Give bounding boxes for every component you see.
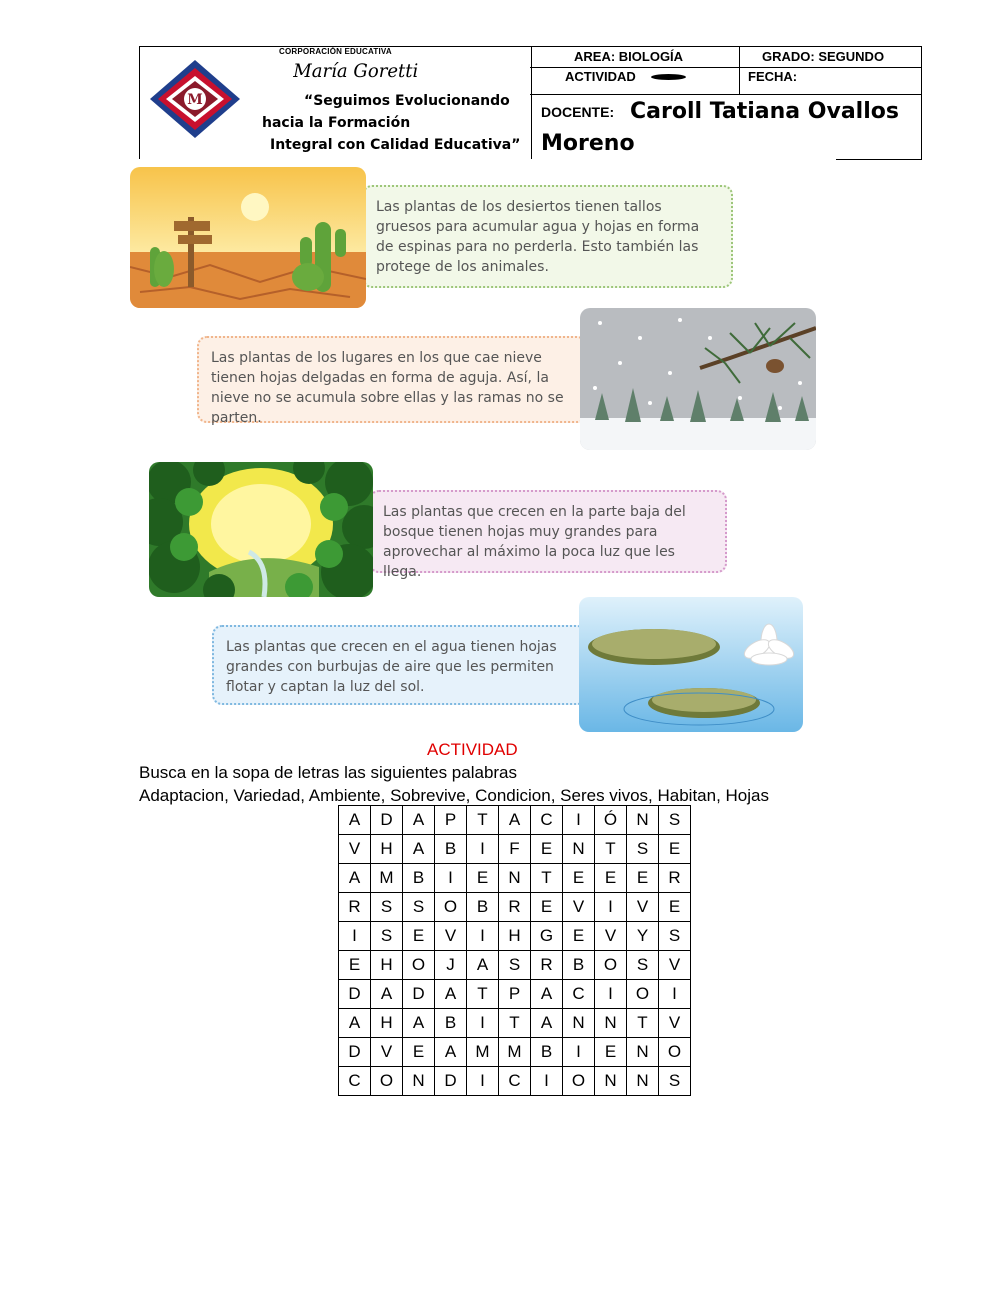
grid-cell[interactable]: S (659, 1067, 691, 1096)
grid-row (339, 1038, 691, 1067)
grid-cell[interactable]: B (467, 893, 499, 922)
grid-cell[interactable]: I (563, 806, 595, 835)
grid-cell[interactable]: S (627, 951, 659, 980)
grid-cell[interactable]: S (371, 893, 403, 922)
teacher-label: DOCENTE: (541, 104, 615, 120)
grid-cell[interactable]: T (467, 980, 499, 1009)
grid-cell[interactable]: I (467, 1009, 499, 1038)
grid-cell[interactable]: T (499, 1009, 531, 1038)
teacher-name-line-2: Moreno (541, 131, 635, 156)
grid-cell[interactable]: I (531, 1067, 563, 1096)
grid-cell[interactable]: V (659, 1009, 691, 1038)
grid-cell[interactable]: C (563, 980, 595, 1009)
grid-cell[interactable]: V (627, 893, 659, 922)
grid-cell[interactable]: E (659, 835, 691, 864)
grid-cell[interactable]: I (435, 864, 467, 893)
school-logo (148, 58, 242, 140)
grid-cell[interactable]: E (563, 922, 595, 951)
grid-cell[interactable]: S (371, 922, 403, 951)
grid-cell[interactable]: E (403, 1038, 435, 1067)
grid-cell[interactable]: O (435, 893, 467, 922)
grid-cell[interactable]: T (467, 806, 499, 835)
grid-cell[interactable]: N (563, 835, 595, 864)
grid-cell[interactable]: S (627, 835, 659, 864)
grid-row (339, 835, 691, 864)
grid-cell[interactable]: I (595, 893, 627, 922)
grid-cell[interactable]: N (563, 1009, 595, 1038)
header-row-line (530, 94, 922, 95)
snow-image (580, 308, 816, 450)
grid-cell[interactable]: O (659, 1038, 691, 1067)
grid-cell[interactable]: V (563, 893, 595, 922)
word-search-grid (338, 805, 691, 1096)
date-label: FECHA: (748, 69, 798, 84)
grid-cell[interactable]: N (627, 1067, 659, 1096)
grid-cell[interactable]: I (467, 1067, 499, 1096)
grid-cell[interactable]: E (531, 893, 563, 922)
grid-cell[interactable]: A (467, 951, 499, 980)
grid-cell[interactable]: N (499, 864, 531, 893)
grid-cell[interactable]: J (435, 951, 467, 980)
grid-cell[interactable]: I (563, 1038, 595, 1067)
grid-cell[interactable]: M (371, 864, 403, 893)
grid-cell[interactable]: F (499, 835, 531, 864)
grid-cell[interactable]: R (499, 893, 531, 922)
forest-plants-text: Las plantas que crecen en la parte baja del bosque tienen hojas muy grandes para aprovechar al máximo la poca luz que les llega. (369, 490, 727, 573)
grid-cell[interactable]: H (371, 1009, 403, 1038)
grid-cell[interactable]: T (595, 835, 627, 864)
grid-cell[interactable]: H (499, 922, 531, 951)
grid-row (339, 893, 691, 922)
grid-cell[interactable]: A (339, 864, 371, 893)
grid-row (339, 980, 691, 1009)
area-label: AREA: BIOLOGÍA (574, 49, 684, 64)
grid-cell[interactable]: E (563, 864, 595, 893)
grid-cell[interactable]: A (531, 980, 563, 1009)
grid-cell[interactable]: E (403, 922, 435, 951)
grid-cell[interactable]: N (595, 1009, 627, 1038)
grid-cell[interactable]: D (371, 806, 403, 835)
water-image (579, 597, 803, 732)
grid-cell[interactable]: A (371, 980, 403, 1009)
school-name: María Goretti (293, 60, 419, 82)
activity-title: ACTIVIDAD (427, 740, 518, 759)
motto-line-1: “Seguimos Evolucionando (304, 93, 510, 109)
grid-cell[interactable]: E (531, 835, 563, 864)
grid-cell[interactable]: V (595, 922, 627, 951)
header-mid-divider (739, 46, 740, 95)
grid-row (339, 922, 691, 951)
grid-row (339, 951, 691, 980)
grid-cell[interactable]: R (339, 893, 371, 922)
motto-line-3: Integral con Calidad Educativa” (270, 137, 521, 153)
grid-cell[interactable]: A (435, 980, 467, 1009)
grid-cell[interactable]: O (595, 951, 627, 980)
grid-cell[interactable]: E (595, 864, 627, 893)
activity-dash-mark (651, 74, 686, 80)
grid-cell[interactable]: O (627, 980, 659, 1009)
header-bottom-line (836, 159, 922, 160)
water-plants-text: Las plantas que crecen en el agua tienen hojas grandes con burbujas de aire que les permiten flotar y captan la luz del sol. (212, 625, 587, 705)
grid-cell[interactable]: M (499, 1038, 531, 1067)
grid-cell[interactable]: Ó (595, 806, 627, 835)
grid-cell[interactable]: V (371, 1038, 403, 1067)
corporation-label: CORPORACIÓN EDUCATIVA (279, 47, 392, 56)
header-row-line (530, 67, 922, 68)
grid-cell[interactable]: E (467, 864, 499, 893)
grid-cell[interactable]: A (403, 835, 435, 864)
grid-cell[interactable]: B (435, 1009, 467, 1038)
grid-cell[interactable]: S (659, 806, 691, 835)
grid-cell[interactable]: I (467, 835, 499, 864)
grid-cell[interactable]: N (595, 1067, 627, 1096)
grid-cell[interactable]: G (531, 922, 563, 951)
snow-plants-text: Las plantas de los lugares en los que cae nieve tienen hojas delgadas en forma de aguja. Así, la nieve no se acumula sobre ellas y las ramas no se parten. (197, 336, 587, 423)
grid-cell[interactable]: D (339, 980, 371, 1009)
grid-row (339, 1067, 691, 1096)
grid-cell[interactable]: I (595, 980, 627, 1009)
grid-cell[interactable]: A (339, 1009, 371, 1038)
grid-cell[interactable]: B (531, 1038, 563, 1067)
grid-cell[interactable]: B (563, 951, 595, 980)
grade-label: GRADO: SEGUNDO (762, 49, 885, 64)
grid-cell[interactable]: A (339, 806, 371, 835)
grid-cell[interactable]: A (499, 806, 531, 835)
desert-plants-text: Las plantas de los desiertos tienen tallos gruesos para acumular agua y hojas en forma de espinas para no perderla. Esto también las protege de los animales. (362, 185, 733, 288)
grid-cell[interactable]: V (339, 835, 371, 864)
grid-cell[interactable]: N (403, 1067, 435, 1096)
grid-cell[interactable]: D (435, 1067, 467, 1096)
grid-cell[interactable]: O (563, 1067, 595, 1096)
grid-cell[interactable]: C (499, 1067, 531, 1096)
grid-cell[interactable]: D (403, 980, 435, 1009)
desert-image (130, 167, 366, 308)
grid-cell[interactable]: C (339, 1067, 371, 1096)
activity-instruction: Busca en la sopa de letras las siguientes palabras (139, 763, 518, 782)
header-right-border (921, 46, 922, 160)
motto-line-2: hacia la Formación (262, 115, 411, 131)
activity-word-list: Adaptacion, Variedad, Ambiente, Sobrevive, Condicion, Seres vivos, Habitan, Hojas (139, 786, 769, 805)
grid-cell[interactable]: H (371, 951, 403, 980)
grid-cell[interactable]: T (531, 864, 563, 893)
grid-cell[interactable]: I (659, 980, 691, 1009)
forest-image (149, 462, 373, 597)
grid-cell[interactable]: V (435, 922, 467, 951)
grid-row (339, 1009, 691, 1038)
grid-cell[interactable]: A (403, 806, 435, 835)
grid-cell[interactable]: N (627, 806, 659, 835)
grid-cell[interactable]: Y (627, 922, 659, 951)
grid-cell[interactable]: E (595, 1038, 627, 1067)
grid-cell[interactable]: S (403, 893, 435, 922)
grid-cell[interactable]: P (435, 806, 467, 835)
grid-cell[interactable]: S (659, 922, 691, 951)
grid-cell[interactable]: T (627, 1009, 659, 1038)
grid-cell[interactable]: N (627, 1038, 659, 1067)
grid-cell[interactable]: M (467, 1038, 499, 1067)
svg-text:M: M (187, 92, 203, 108)
grid-cell[interactable]: H (371, 835, 403, 864)
grid-cell[interactable]: D (339, 1038, 371, 1067)
grid-cell[interactable]: A (531, 1009, 563, 1038)
grid-cell[interactable]: R (659, 864, 691, 893)
grid-cell[interactable]: B (435, 835, 467, 864)
grid-cell[interactable]: O (403, 951, 435, 980)
grid-cell[interactable]: P (499, 980, 531, 1009)
grid-cell[interactable]: R (531, 951, 563, 980)
grid-cell[interactable]: E (339, 951, 371, 980)
grid-cell[interactable]: I (467, 922, 499, 951)
grid-cell[interactable]: A (403, 1009, 435, 1038)
activity-label: ACTIVIDAD (565, 69, 636, 84)
grid-row (339, 806, 691, 835)
grid-row (339, 864, 691, 893)
grid-cell[interactable]: I (339, 922, 371, 951)
grid-cell[interactable]: E (627, 864, 659, 893)
grid-cell[interactable]: E (659, 893, 691, 922)
grid-cell[interactable]: B (403, 864, 435, 893)
grid-cell[interactable]: C (531, 806, 563, 835)
teacher-name-line-1: Caroll Tatiana Ovallos (630, 99, 899, 124)
grid-cell[interactable]: V (659, 951, 691, 980)
grid-cell[interactable]: A (435, 1038, 467, 1067)
grid-cell[interactable]: S (499, 951, 531, 980)
grid-cell[interactable]: O (371, 1067, 403, 1096)
